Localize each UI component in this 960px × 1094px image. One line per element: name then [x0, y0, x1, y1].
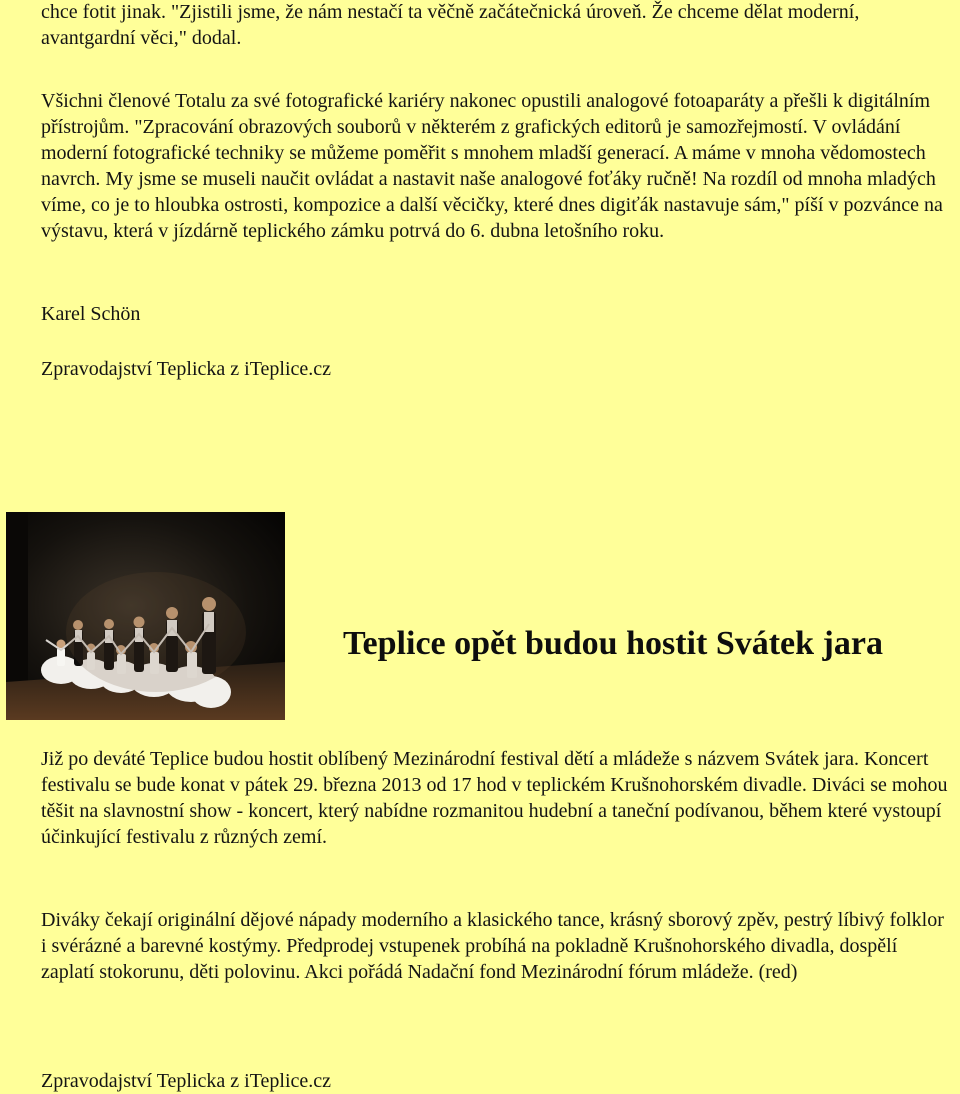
article-headline[interactable]: Teplice opět budou hostit Svátek jara: [343, 625, 883, 662]
article-paragraph: Diváky čekají originální dějové nápady moderního a klasického tance, krásný sborový zpěv, pestrý líbivý folklor i svérázné a barevné kostýmy. Předprodej vstupenek probíhá na pokladně Krušnohorského divadla, dospělí zaplatí stokorunu, děti polovinu. Akci pořádá Nadační fond Mezinárodní fórum mládeže. (red): [41, 909, 944, 983]
photo-illustration: [6, 512, 285, 720]
article-author: Karel Schön: [41, 303, 141, 325]
article-paragraph: Již po deváté Teplice budou hostit oblíbený Mezinárodní festival dětí a mládeže s názvem Svátek jara. Koncert festivalu se bude konat v pátek 29. března 2013 od 17 hod v teplickém Krušnohorském divadle. Diváci se mohou těšit na slavnostní show - koncert, který nabídne rozmanitou hudební a taneční podívanou, během které vystoupí účinkující festivalu z různých zemí.: [41, 748, 948, 848]
article-continuation-text: chce fotit jinak. "Zjistili jsme, že nám nestačí ta věčně začátečnická úroveň. Že chceme dělat moderní, avantgardní věci," dodal.: [41, 1, 860, 49]
article-source: Zpravodajství Teplicka z iTeplice.cz: [41, 1070, 332, 1092]
article-source: Zpravodajství Teplicka z iTeplice.cz: [41, 358, 332, 380]
article-paragraph: Všichni členové Totalu za své fotografické kariéry nakonec opustili analogové fotoaparáty a přešli k digitálním přístrojům. "Zpracování obrazových souborů v některém z grafických editorů je samozřejmostí. V ovládání moderní fotografické techniky se můžeme poměřit s mnohem mladší generací. A máme v mnoha vědomostech navrch. My jsme se museli naučit ovládat a nastavit naše analogové foťáky ručně! Na rozdíl od mnoha mladých víme, co je to hloubka ostrosti, kompozice a další věcičky, které dnes digiťák nastavuje sám," píší v pozvánce na výstavu, která v jízdárně teplického zámku potrvá do 6. dubna letošního roku.: [41, 90, 943, 242]
dance-performance-photo: [6, 512, 285, 720]
